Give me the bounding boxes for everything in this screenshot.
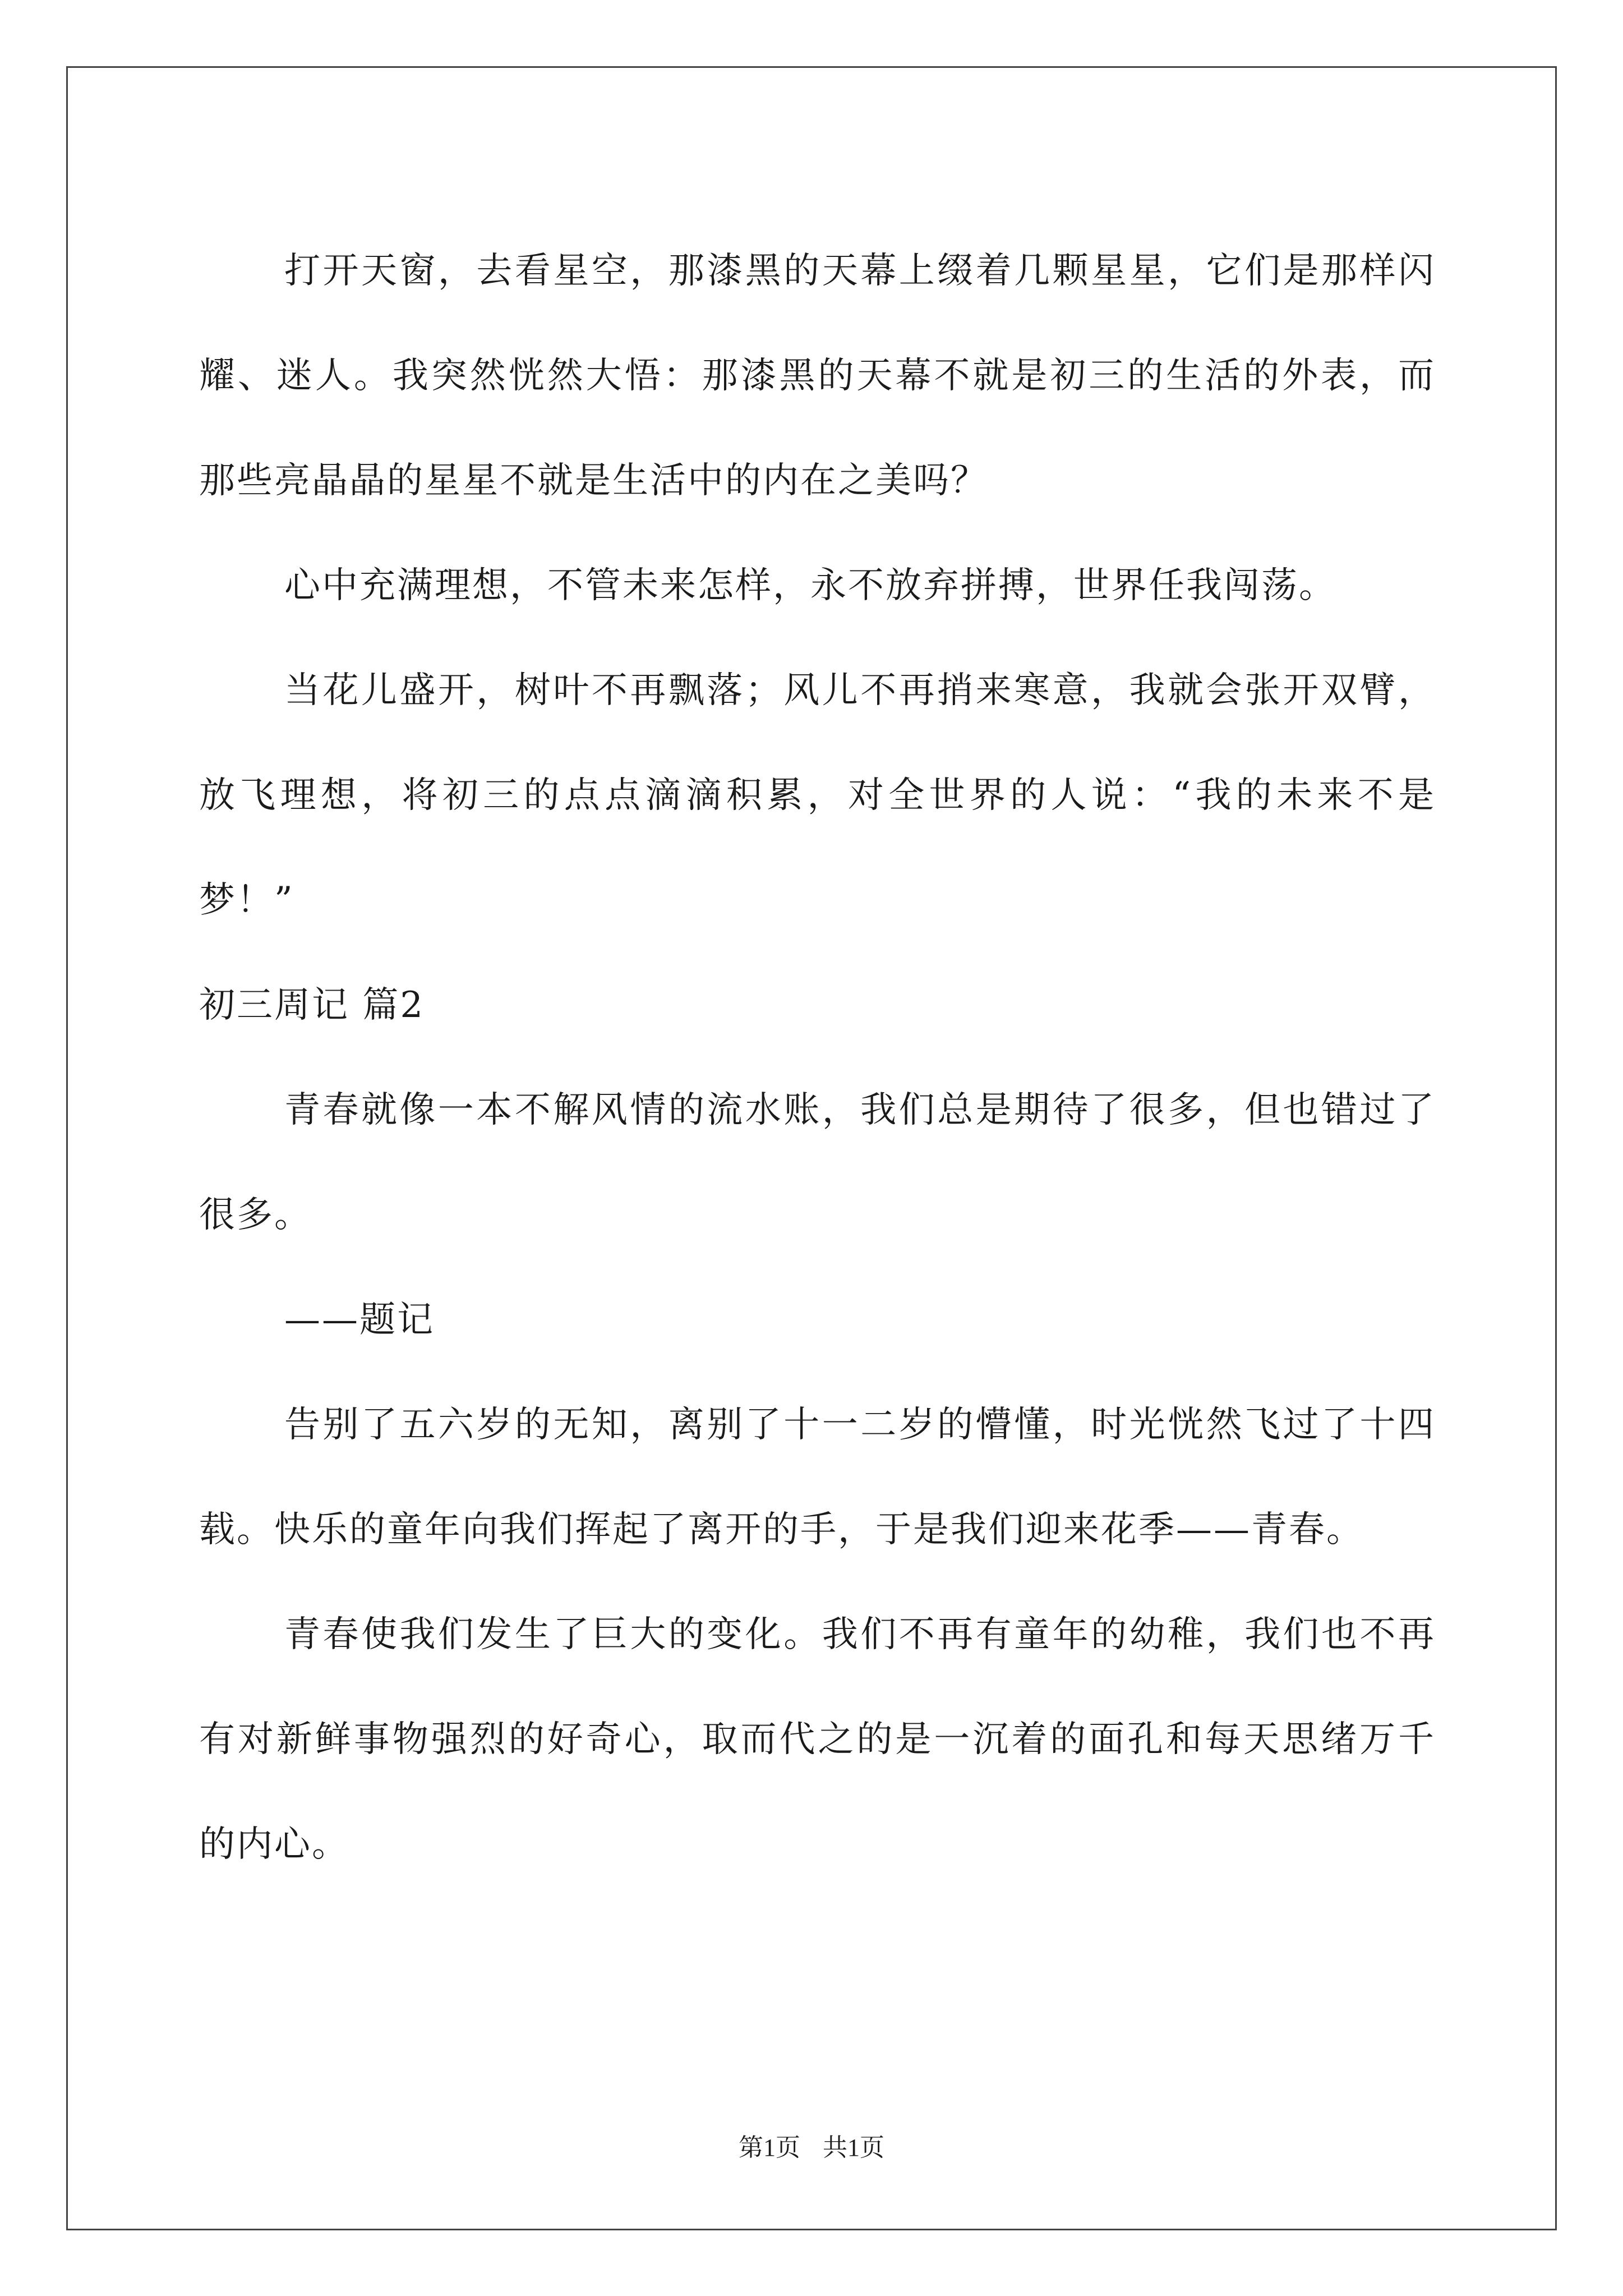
- document-body: [199, 219, 1436, 1897]
- paragraph: 当花儿盛开，树叶不再飘落；风儿不再捎来寒意，我就会张开双臂，放飞理想，将初三的点点滴滴积累，对全世界的人说：“我的未来不是梦！”: [199, 670, 1436, 921]
- epigraph-attribution: ——题记: [284, 1299, 435, 1341]
- page-number: 第1页: [739, 2134, 800, 2161]
- paragraph: 打开天窗，去看星空，那漆黑的天幕上缀着几颗星星，它们是那样闪耀、迷人。我突然恍然大悟：那漆黑的天幕不就是初三的生活的外表，而那些亮晶晶的星星不就是生活中的内在之美吗？: [199, 250, 1436, 501]
- paragraph: 青春使我们发生了巨大的变化。我们不再有童年的幼稚，我们也不再有对新鲜事物强烈的好奇心，取而代之的是一沉着的面孔和每天思绪万千的内心。: [199, 1614, 1436, 1865]
- page-total: 共1页: [823, 2134, 884, 2161]
- paragraph: 青春就像一本不解风情的流水账，我们总是期待了很多，但也错过了很多。: [199, 1089, 1436, 1236]
- page-footer: [0, 2127, 1623, 2163]
- paragraph: 告别了五六岁的无知，离别了十一二岁的懵懂，时光恍然飞过了十四载。快乐的童年向我们挥起了离开的手，于是我们迎来花季——青春。: [199, 1404, 1436, 1550]
- paragraph: 心中充满理想，不管未来怎样，永不放弃拼搏，世界任我闯荡。: [284, 565, 1336, 606]
- section-heading: 初三周记 篇2: [199, 984, 425, 1026]
